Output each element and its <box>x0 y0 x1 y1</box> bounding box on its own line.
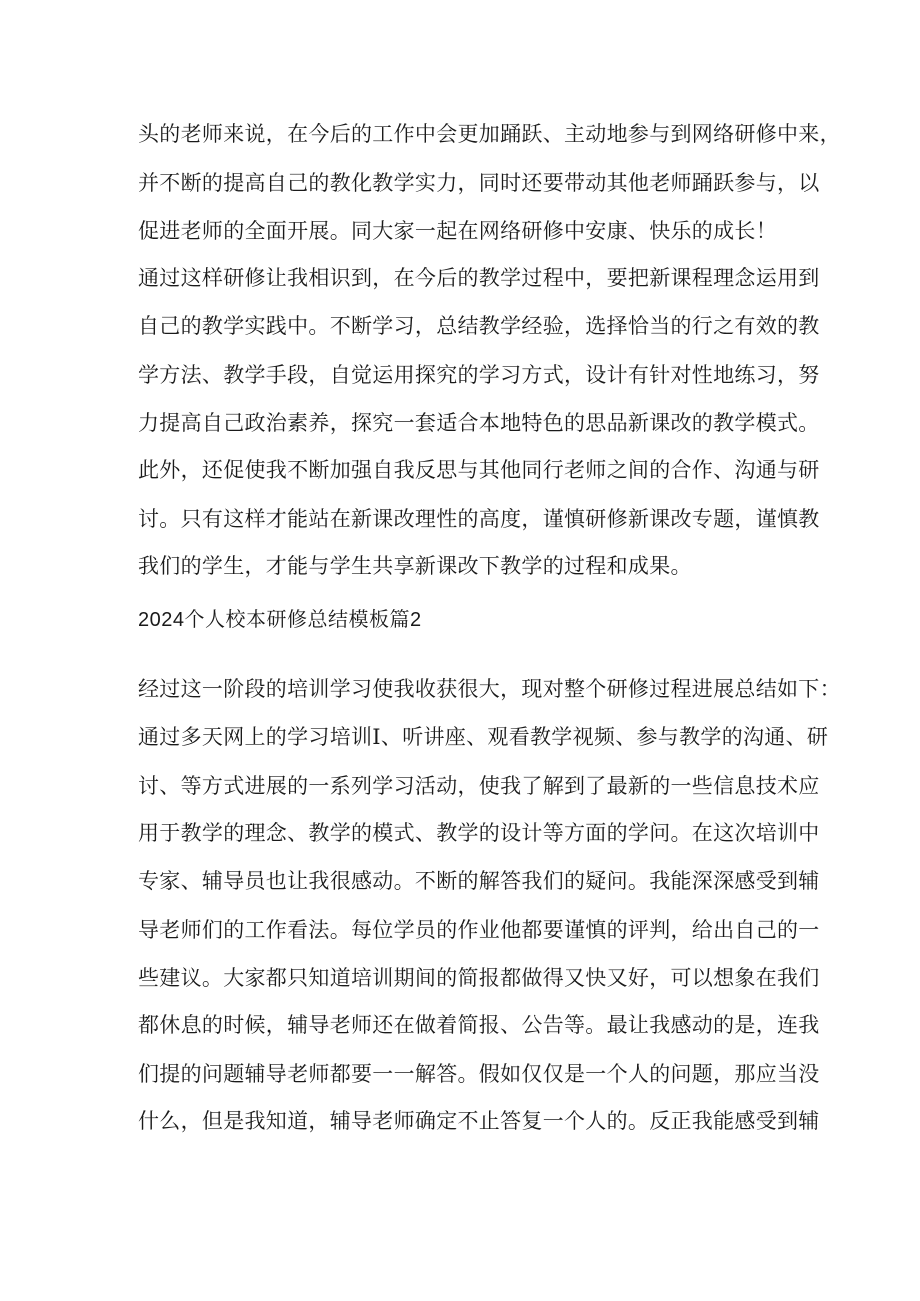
paragraph-line: 讨、等方式进展的一系列学习活动，使我了解到了最新的一些信息技术应 <box>138 774 820 798</box>
paragraph-line: 促进老师的全面开展。同大家一起在网络研修中安康、快乐的成长！ <box>138 219 777 243</box>
paragraph-line: 力提高自己政治素养，探究一套适合本地特色的思品新课改的教学模式。 <box>138 411 820 435</box>
paragraph-line: 学方法、教学手段，自觉运用探究的学习方式，设计有针对性地练习，努 <box>138 363 820 387</box>
paragraph-line: 头的老师来说，在今后的工作中会更加踊跃、主动地参与到网络研修中来， <box>138 122 841 146</box>
paragraph-line: 专家、辅导员也让我很感动。不断的解答我们的疑问。我能深深感受到辅 <box>138 869 820 893</box>
paragraph-line: 自己的教学实践中。不断学习，总结教学经验，选择恰当的行之有效的教 <box>138 314 820 338</box>
paragraph-line: 什么，但是我知道，辅导老师确定不止答复一个人的。反正我能感受到辅 <box>138 1109 820 1133</box>
paragraph-line: 通过这样研修让我相识到，在今后的教学过程中，要把新课程理念运用到 <box>138 266 820 290</box>
paragraph-line: 并不断的提高自己的教化教学实力，同时还要带动其他老师踊跃参与，以 <box>138 171 820 195</box>
paragraph-line: 都休息的时候，辅导老师还在做着简报、公告等。最让我感动的是，连我 <box>138 1013 820 1037</box>
paragraph-line: 此外，还促使我不断加强自我反思与其他同行老师之间的合作、沟通与研 <box>138 458 820 482</box>
section-heading: 2024个人校本研修总结模板篇2 <box>138 609 422 631</box>
paragraph-line: 导老师们的工作看法。每位学员的作业他都要谨慎的评判，给出自己的一 <box>138 918 820 942</box>
paragraph-line: 通过多天网上的学习培训I、听讲座、观看教学视频、参与教学的沟通、研 <box>138 725 829 749</box>
paragraph-line: 些建议。大家都只知道培训期间的简报都做得又快又好，可以想象在我们 <box>138 966 820 990</box>
paragraph-line: 用于教学的理念、教学的模式、教学的设计等方面的学问。在这次培训中 <box>138 821 820 845</box>
paragraph-line: 我们的学生，才能与学生共享新课改下教学的过程和成果。 <box>138 554 692 578</box>
paragraph-line: 经过这一阶段的培训学习使我收获很大，现对整个研修过程进展总结如下： <box>138 677 841 701</box>
paragraph-line: 们提的问题辅导老师都要一一解答。假如仅仅是一个人的问题，那应当没 <box>138 1062 820 1086</box>
paragraph-line: 讨。只有这样才能站在新课改理性的高度，谨慎研修新课改专题，谨慎教 <box>138 507 820 531</box>
